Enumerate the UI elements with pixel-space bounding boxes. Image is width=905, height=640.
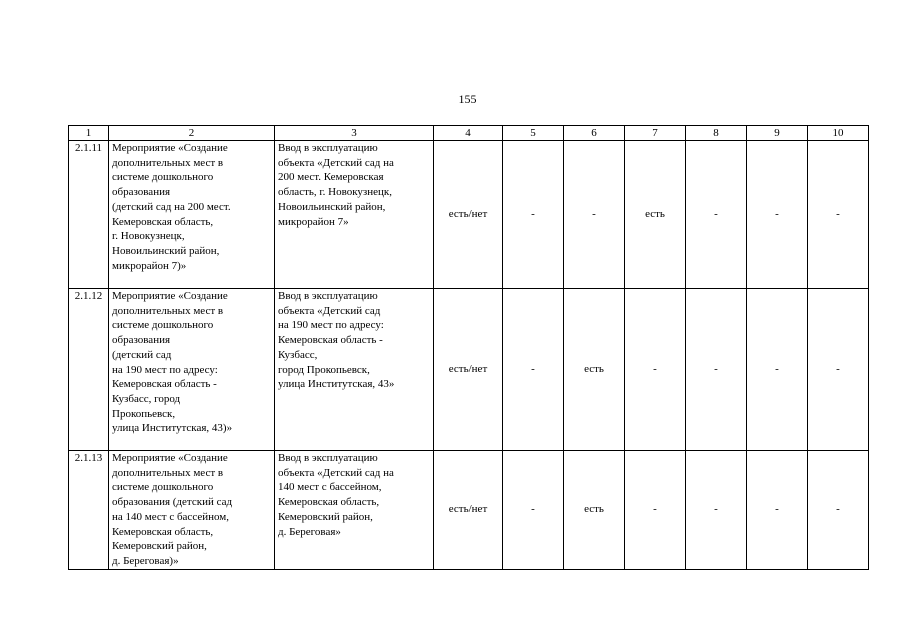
result-cell: Ввод в эксплуатацию объекта «Детский сад на 200 мест. Кемеровская область, г. Новокузнецк, Новоильинский район, микрорайон 7» bbox=[275, 141, 434, 289]
row-number: 2.1.13 bbox=[69, 451, 109, 570]
column-header: 6 bbox=[564, 126, 625, 141]
value-cell: есть/нет bbox=[434, 289, 503, 451]
row-number: 2.1.11 bbox=[69, 141, 109, 289]
value-cell: есть bbox=[564, 451, 625, 570]
table-row bbox=[69, 141, 869, 289]
event-cell: Мероприятие «Создание дополнительных мест в системе дошкольного образования (детский сад на 140 мест с бассейном, Кемеровская область, Кемеровский район, д. Береговая)» bbox=[109, 451, 275, 570]
column-header: 7 bbox=[625, 126, 686, 141]
column-header: 5 bbox=[503, 126, 564, 141]
result-cell: Ввод в эксплуатацию объекта «Детский сад на 140 мест с бассейном, Кемеровская область, Кемеровский район, д. Береговая» bbox=[275, 451, 434, 570]
column-header: 8 bbox=[686, 126, 747, 141]
value-cell: - bbox=[564, 141, 625, 289]
value-cell: - bbox=[747, 141, 808, 289]
value-cell: - bbox=[808, 289, 869, 451]
value-cell: - bbox=[686, 141, 747, 289]
value-cell: - bbox=[747, 289, 808, 451]
value-cell: есть bbox=[625, 141, 686, 289]
value-cell: - bbox=[625, 289, 686, 451]
column-header: 4 bbox=[434, 126, 503, 141]
result-cell: Ввод в эксплуатацию объекта «Детский сад на 190 мест по адресу: Кемеровская область - Кузбасс, город Прокопьевск, улица Институтская, 43» bbox=[275, 289, 434, 451]
value-cell: - bbox=[503, 141, 564, 289]
value-cell: есть/нет bbox=[434, 141, 503, 289]
indicators-table bbox=[68, 125, 869, 570]
value-cell: есть/нет bbox=[434, 451, 503, 570]
column-header: 2 bbox=[109, 126, 275, 141]
value-cell: - bbox=[686, 451, 747, 570]
value-cell: - bbox=[808, 141, 869, 289]
header-row bbox=[69, 126, 869, 141]
event-cell: Мероприятие «Создание дополнительных мест в системе дошкольного образования (детский сад на 190 мест по адресу: Кемеровская область - Кузбасс, город Прокопьевск, улица Институтская, 43)» bbox=[109, 289, 275, 451]
value-cell: - bbox=[503, 289, 564, 451]
value-cell: - bbox=[808, 451, 869, 570]
row-number: 2.1.12 bbox=[69, 289, 109, 451]
value-cell: - bbox=[503, 451, 564, 570]
event-cell: Мероприятие «Создание дополнительных мест в системе дошкольного образования (детский сад на 200 мест. Кемеровская область, г. Новокузнецк, Новоильинский район, микрорайон 7)» bbox=[109, 141, 275, 289]
column-header: 1 bbox=[69, 126, 109, 141]
value-cell: - bbox=[686, 289, 747, 451]
page-number: 155 bbox=[458, 92, 477, 106]
value-cell: - bbox=[625, 451, 686, 570]
column-header: 9 bbox=[747, 126, 808, 141]
column-header: 10 bbox=[808, 126, 869, 141]
column-header: 3 bbox=[275, 126, 434, 141]
value-cell: - bbox=[747, 451, 808, 570]
table-row bbox=[69, 451, 869, 570]
value-cell: есть bbox=[564, 289, 625, 451]
table-row bbox=[69, 289, 869, 451]
